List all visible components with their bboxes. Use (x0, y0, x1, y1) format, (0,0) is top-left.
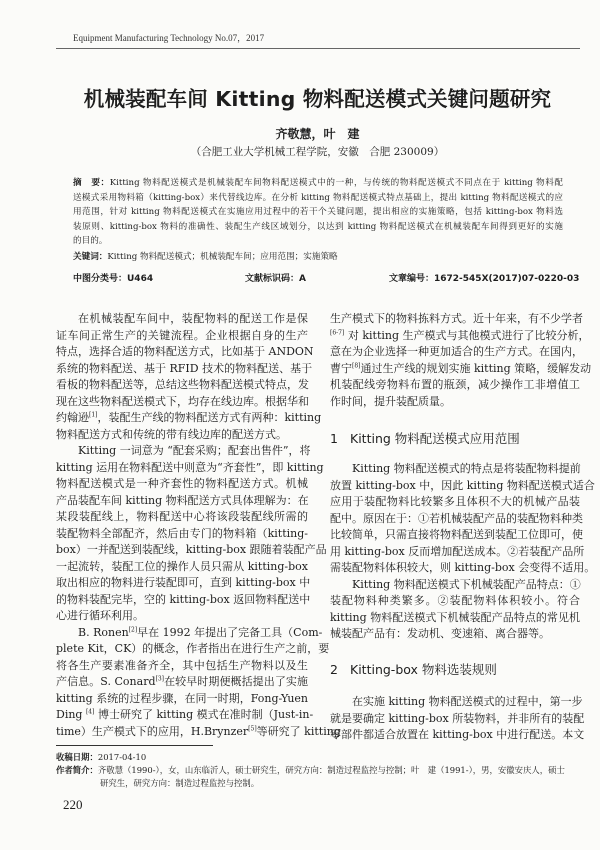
citation-marker: [1] (89, 411, 98, 419)
section-1-body (330, 461, 596, 643)
affiliation: （合肥工业大学机械工程学院，安徽 合肥 230009） (190, 146, 445, 158)
abstract-line: 用范围，针对 kitting 物料配送模式在实施应用过程中的若干个关键问题，提出相应的实施策略，包括 kitting-box 物料选 (73, 207, 563, 218)
footnote-divider (56, 745, 213, 746)
paragraph (330, 694, 585, 744)
header-divider (56, 48, 580, 49)
body-line: 作时间，提升装配质量。 (330, 394, 451, 408)
citation-marker: [5] (248, 724, 257, 732)
section-2-heading (330, 660, 497, 678)
body-line: 产信息。S. Conard[3]在较早时期便概括提出了实施 (56, 675, 308, 688)
clc-number: 中图分类号：U464 (73, 274, 154, 284)
body-line: Kitting 一词意为 “配套采购；配套出售件”，将 (78, 444, 311, 457)
body-line: 械装配产品有：发动机、变速箱、离合器等。 (330, 627, 550, 640)
abstract-line: 的目的。 (73, 236, 108, 247)
document-code: 文献标识码：A (245, 274, 306, 284)
body-line: 取出相应的物料进行装配即可，直到 kitting-box 中 (56, 576, 311, 589)
body-line: 物料配送模式是一种齐套性的物料配送方式。机械 (56, 477, 308, 490)
body-line: 将各生产要素准备齐全，其中包括生产物料以及生 (56, 658, 308, 672)
citation-marker: [6-7] (330, 328, 345, 336)
body-line: 某段装配线上，物料配送中心将该段装配线所需的 (56, 510, 308, 523)
body-line: 曹宁[8]通过生产线的规划实施 kitting 策略，缓解发动 (330, 361, 592, 375)
citation-marker: [8] (352, 361, 361, 369)
body-line: box）一并配送到装配线，kitting-box 跟随着装配产品 (56, 543, 327, 556)
paper-title: 机械装配车间 Kitting 物料配送模式关键问题研究 (83, 87, 552, 111)
body-line: 在机械装配车间中，装配物料的配送工作是保 (78, 312, 308, 325)
author-bio (56, 764, 580, 777)
body-line: 用 kitting-box 反而增加配送成本。②若装配产品所 (330, 544, 585, 558)
abstract-line: 送模式采用物料箱（kitting-box）来代替线边库。在分析 kitting 物料配送模式特点基础上，提出 kitting 物料配送模式的应 (73, 192, 563, 203)
section-title: Kitting-box 物料选装规则 (350, 662, 497, 677)
article-number: 文章编号：1672-545X(2017)07-0220-03 (389, 274, 580, 284)
keywords-text: Kitting 物料配送模式；机械装配车间；应用范围；实施策略 (107, 252, 338, 262)
paragraph (330, 577, 580, 643)
body-line: B. Ronen[2]早在 1992 年提出了完备工具（Com- (78, 625, 323, 639)
paragraph (56, 311, 322, 443)
body-line: 产品装配车间 kitting 物料配送方式具体理解为：在 (56, 493, 309, 507)
section-number: 1 (330, 431, 338, 446)
keywords-label: 关键词： (73, 252, 108, 262)
authors: 齐敬慧，叶 建 (275, 127, 360, 141)
body-line: 系统的物料配送、基于 RFID 技术的物料配送、基于 (56, 361, 313, 375)
body-line: 看板的物料配送等，总结这些物料配送模式特点，发 (56, 378, 309, 391)
body-line: Kitting 物料配送模式下机械装配产品特点：① (352, 577, 581, 591)
abstract-line (73, 176, 563, 191)
body-line: 就是要确定 kitting-box 所装物料，并非所有的装配 (330, 711, 585, 725)
body-line: 配中。原因在于：①若机械装配产品的装配物料种类 (330, 511, 583, 525)
abstract (73, 176, 563, 249)
body-line: 装配物料种类繁多。②装配物料体积较小。符合 (330, 594, 580, 607)
citation-marker: [2] (128, 625, 138, 633)
received-date (56, 751, 580, 764)
body-line: 比较简单，只需直接将物料配送到装配工位即可，使 (330, 528, 583, 541)
body-line: 心进行循环利用。 (56, 609, 144, 622)
journal-running-header: Equipment Manufacturing Technology No.07，2017 (73, 33, 265, 43)
section-2-body (330, 694, 585, 744)
bio-label: 作者简介： (56, 765, 98, 775)
section-1-heading (330, 429, 520, 447)
body-line: 零部件都适合放置在 kitting-box 中进行配送。本文 (330, 728, 585, 741)
body-right-intro (330, 311, 592, 410)
page-number: 220 (63, 797, 83, 812)
body-line: 特点，选择合适的物料配送方式，比如基于 ANDON (56, 345, 314, 358)
keywords (73, 250, 338, 262)
body-line: 意在为企业选择一种更加适合的生产方式。在国内， (330, 345, 583, 358)
author-bio-continued: 研究生，研究方向：制造过程监控与控制。 (100, 778, 260, 788)
body-line: 应用于装配物料比较繁多且体积不大的机械产品装 (330, 495, 580, 508)
body-line: plete Kit，CK）的概念，作者指出在进行生产之前，要 (56, 642, 330, 655)
body-line: Ding [4] 博士研究了 kitting 模式在准时制（Just-in- (56, 708, 314, 721)
paragraph (56, 443, 327, 625)
section-number: 2 (330, 662, 338, 677)
body-line: 一起流转，装配工位的操作人员只需从 kitting-box (56, 559, 308, 573)
body-line: 约翰逊[1]，装配生产线的物料配送方式有两种：kitting (56, 411, 322, 424)
body-line: kitting 物料配送模式下机械装配产品特点的常见机 (330, 610, 580, 624)
body-line: 需装配物料体积较大，则 kitting-box 会变得不适用。 (330, 561, 596, 574)
paragraph (330, 311, 592, 410)
citation-marker: [3] (155, 675, 164, 683)
body-line: 机装配线旁物料布置的瓶颈，减少操作工非增值工 (330, 378, 580, 391)
abstract-text: Kitting 物料配送模式是机械装配车间物料配送模式中的一种，与传统的物料配送模式不同点在于 kitting 物料配 (109, 178, 563, 188)
paragraph (330, 461, 596, 577)
body-line: Kitting 物料配送模式的特点是将装配物料提前 (352, 462, 581, 475)
body-line: kitting 系统的过程步骤，在同一时期，Fong-Yuen (56, 691, 308, 705)
body-line: 的物料装配完毕，空的 kitting-box 返回物料配送中 (56, 592, 311, 606)
body-line: 装配物料全部配齐，然后由专门的物料箱（kitting- (56, 526, 308, 540)
citation-marker: [4] (85, 708, 95, 716)
body-line: time）生产模式下的应用，H.Brynzer[5]等研究了 kitting (56, 724, 341, 738)
body-line: 证车间正常生产的关键流程。企业根据自身的生产 (56, 328, 308, 342)
body-line: 现在这些物料配送模式下，均存在线边库。根据华和 (56, 394, 309, 408)
body-line: 物料配送方式和传统的带有线边库的配送方式。 (56, 427, 287, 441)
abstract-line: 装原则、kitting-box 物料的准确性、装配生产线区域划分，以达到 kitting 物料配送模式在机械装配车间得到更好的实施 (73, 221, 563, 232)
received-value: 2017-04-10 (97, 752, 147, 762)
body-line: 放置 kitting-box 中，因此 kitting 物料配送模式适合 (330, 478, 595, 492)
bio-text: 齐敬慧（1990-），女，山东临沂人，硕士研究生，研究方向：制造过程监控与控制；叶 建（1991-），男，安徽安庆人，硕士 (97, 765, 565, 775)
body-line: [6-7] 对 kitting 生产模式与其他模式进行了比较分析， (330, 328, 590, 342)
body-line: 在实施 kitting 物料配送模式的过程中，第一步 (352, 695, 583, 708)
body-line: kitting 运用在物料配送中则意为“齐套性”，即 kitting (56, 460, 324, 474)
paragraph (56, 625, 341, 741)
abstract-label: 摘 要： (73, 178, 110, 188)
body-line: 生产模式下的物料拣料方式。近十年来，有不少学者 (330, 312, 583, 325)
section-title: Kitting 物料配送模式应用范围 (350, 431, 520, 446)
received-label: 收稿日期： (56, 752, 98, 762)
footnote (56, 751, 580, 790)
